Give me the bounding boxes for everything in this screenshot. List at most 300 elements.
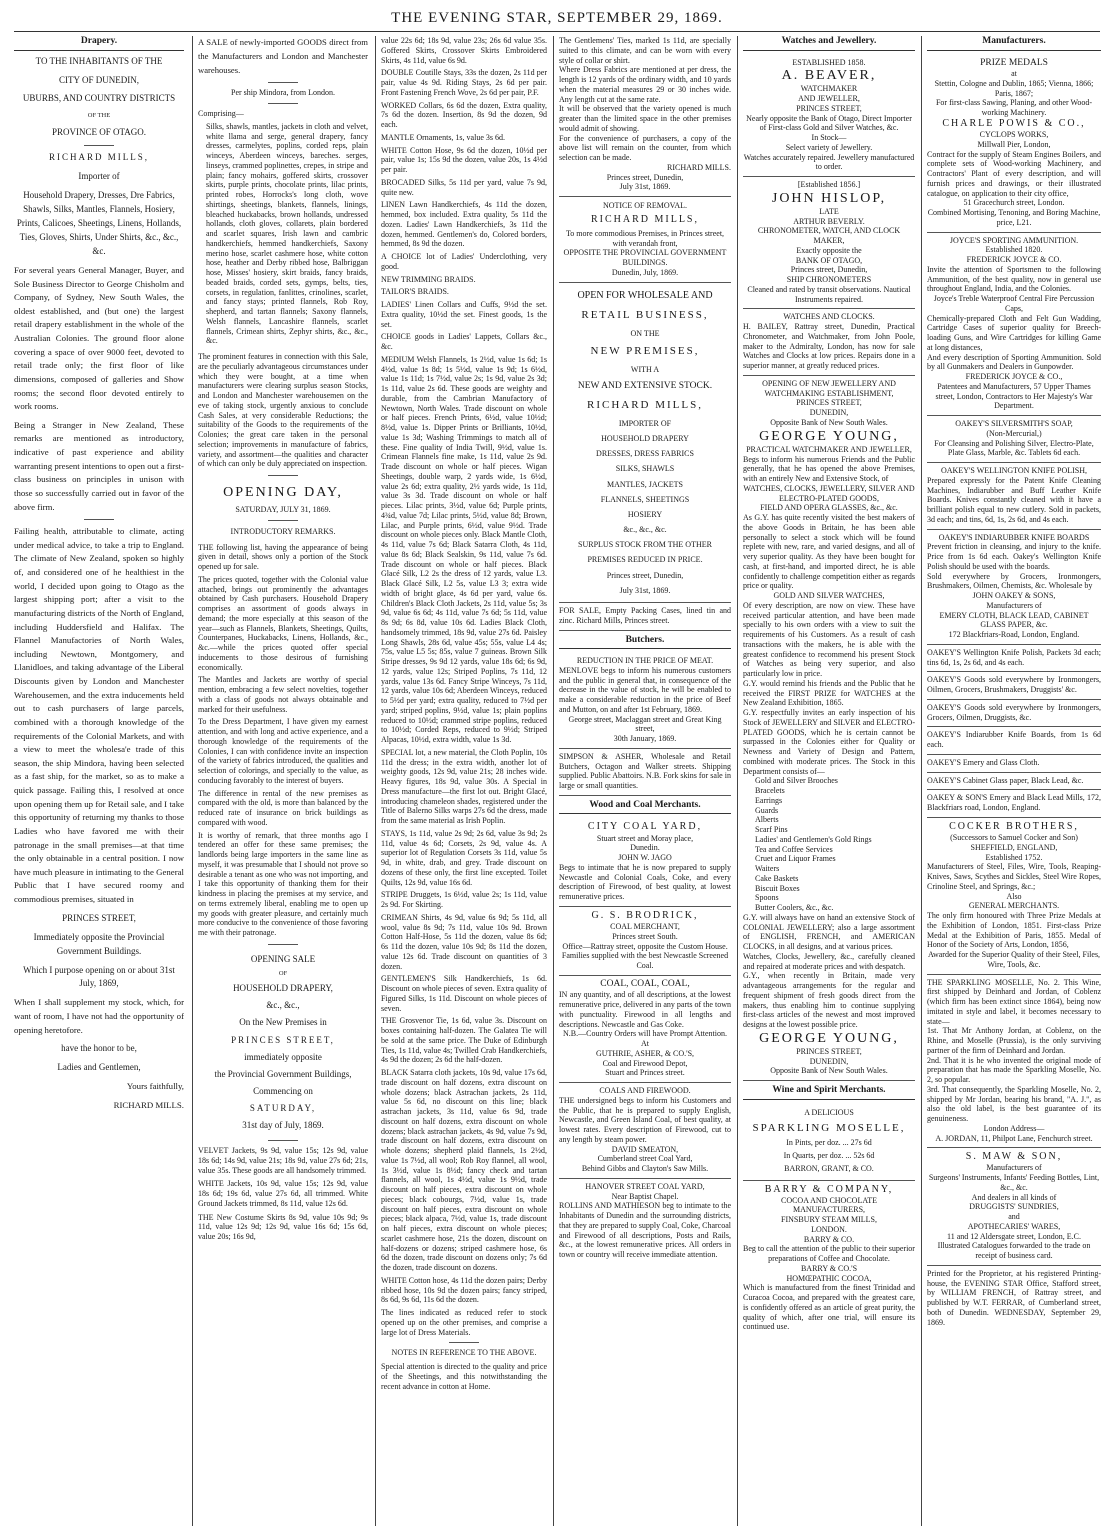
line: At	[641, 1039, 649, 1049]
line: ON THE	[630, 328, 660, 338]
list-item: Spoons	[755, 893, 779, 903]
line: Office—Rattray street, opposite the Custom House.	[562, 941, 728, 951]
powis-ad	[927, 55, 1101, 233]
paragraph: And every description of Sporting Ammunition. Sold by all Gunmakers and Dealers in Gunpowder.	[927, 352, 1101, 372]
item: NEW TRIMMING BRAIDS.	[381, 274, 476, 284]
line: SURPLUS STOCK FROM THE OTHER PREMISES REDUCED IN PRICE.	[578, 540, 712, 565]
advertiser-name: JOHN HISLOP,	[771, 190, 887, 206]
line: Awarded for the Superior Quality of their Steel, Files, Wire, Tools, &c.	[927, 950, 1101, 969]
line: Princes street South.	[612, 931, 678, 941]
advertiser-name: BARRY & COMPANY,	[764, 1183, 894, 1195]
removal-heading: NOTICE OF REMOVAL.	[559, 196, 731, 211]
address-line: CITY OF DUNEDIN,	[59, 74, 139, 85]
column-divider	[737, 36, 738, 1526]
line: MANTLES, JACKETS	[606, 479, 683, 489]
item: Special attention is directed to the quality and price of the Sheetings, and this notwithstanding the recent advance in cotton at Home.	[381, 1362, 547, 1391]
oakey-small-ad: OAKEY'S Emery and Glass Cloth.	[927, 755, 1101, 773]
line: Established 1820.	[985, 245, 1043, 255]
line: (Successors to Samuel Cocker and Son)	[950, 833, 1078, 843]
opposite-line: Immediately opposite the Provincial Government Buildings.	[33, 931, 165, 956]
price-line: In Pints, per doz. ... 27s 6d	[786, 1138, 872, 1148]
line: COAL MERCHANT,	[610, 922, 680, 932]
line: Patentees and Manufacturers, 57 Upper Thames street, London, Contractors to Her Majesty's War Department.	[935, 381, 1093, 411]
line: July 31st, 1869.	[619, 585, 671, 595]
address-line: UBURBS, AND COUNTRY DISTRICTS	[22, 93, 176, 104]
oakey-small-ad: OAKEY'S Cabinet Glass paper, Black Lead, &c.	[927, 773, 1101, 791]
paragraph: The Mantles and Jackets are worthy of special mention, embracing a few select novelties, together with a class of goods not always obtainable and marked for their usefulness.	[198, 675, 368, 714]
paragraph: Of every description, are now on view. These have received particular attention, and have been made specially to his own orders with a view to suit the requirements of his Customers. As a result of cash transactions with the makers, he is able with the greatest confidence to recommend his present Stock of Watches as being very superior, and also particularly low in price.	[743, 600, 915, 679]
paragraph: ROLLINS AND MATHIESON beg to intimate to the Inhabitants of Dunedin and the surrounding districts, that they are prepared to supply Coal, Coke, Charcoal and Firewood of all descriptions, Posts and Rails, &c., at the lowest remunerative prices. All orders in town or country will receive immediate attention.	[559, 1201, 731, 1260]
address-line: OF THE	[87, 112, 111, 120]
paragraph: The Gentlemens' Ties, marked 1s 11d, are specially suited to this climate, and can be worn with every style of collar or shirt.	[559, 36, 731, 65]
line: and	[1008, 1212, 1020, 1222]
removal-notice	[559, 192, 731, 283]
line: Nearly opposite the Bank of Otago, Direct Importer of First-class Gold and Silver Watches, &c.	[746, 113, 912, 133]
line: Dunedin.	[630, 843, 660, 853]
smeaton-ad	[559, 1083, 731, 1179]
line: Stuart and Princes street.	[605, 1068, 685, 1078]
line: at	[1011, 69, 1017, 79]
list-item: Bracelets	[755, 786, 785, 796]
paragraph: THE following list, having the appearance of being given in detail, shows only a portion of the Stock opened up for sale.	[198, 542, 368, 572]
line: AND JEWELLER,	[798, 94, 860, 104]
column-divider	[553, 36, 554, 1526]
city-coal-yard-ad	[559, 818, 731, 906]
column-3	[381, 36, 547, 1526]
signature: RICHARD MILLS.	[666, 162, 731, 172]
column-divider	[921, 36, 922, 1526]
line: Illustrated Catalogues forwarded to the trade on receipt of business card.	[937, 1241, 1091, 1261]
paragraph: The prices quoted, together with the Colonial value attached, brings out prominently the advantages obtained by Cash purchasers. Household Drapery comprises an assortment of goods always in demand; the more especially at this season of the year—such as Flannels, Blankets, Sheetings, Quilts, Counterpanes, Huckabacks, Linens, Hollands, &c., &c.—while the prices quoted offer special inducements to those desirous of furnishing economically.	[198, 574, 368, 672]
line: Coal and Firewood Depot,	[602, 1058, 688, 1068]
line: FINSBURY STEAM MILLS,	[781, 1215, 877, 1225]
line: GOLD AND SILVER WATCHES,	[773, 591, 885, 601]
headline: OAKEY'S INDIARUBBER KNIFE BOARDS	[938, 532, 1090, 542]
printer-imprint: Printed for the Proprietor, at his registered Printing-house, the EVENING STAR Office, Stafford street, by WILLIAM FRENCH, of Rattray street, and published by W.T. FERRAR, of Cumberland street, both of Dunedin. WEDNESDAY, September 29, 1869.	[927, 1268, 1101, 1327]
line: HOMŒPATHIC COCOA,	[786, 1273, 872, 1283]
paragraph: Prepared expressly for the Patent Knife Cleaning Machines, Indiarubber and Buff Leather Knife Boards. Knives constantly cleaned with it have a brilliant polish equal to new cutlery. Sold in packets, 3d each; and tins, 6d, 1s, 2s 6d, and 4s each.	[927, 475, 1101, 524]
paragraph: The difference in rental of the new premises as compared with the old, is more than balanced by the reduced rate of insurance on brick buildings as compared with wood.	[198, 788, 368, 827]
closing-line: Yours faithfully,	[126, 1081, 184, 1092]
comprising-label: Comprising—	[198, 109, 244, 118]
column-4	[559, 36, 731, 1526]
jordan-moselle-ad	[927, 975, 1101, 1149]
headline: COAL, COAL, COAL,	[600, 978, 690, 989]
line: 11 and 12 Aldersgate street, London, E.C.	[947, 1231, 1081, 1241]
barry-ad	[743, 1181, 915, 1333]
paragraph: Watches, Clocks, Jewellery, &c., carefully cleaned and repaired at moderate prices and with despatch.	[743, 951, 915, 971]
item: WHITE Cotton hose, 4s 11d the dozen pairs; Derby ribbed hose, 10s 9d the dozen pairs; fancy striped, 8s 6d, 9s 6d, 11s 6d the dozen.	[381, 1275, 547, 1305]
line: FLANNELS, SHEETINGS	[600, 494, 690, 504]
goods-list: Household Drapery, Dresses, Dre Fabrics, Shawls, Silks, Mantles, Flannels, Hosiery, Prints, Calicoes, Sheetings, Linens, Hollands, Ties, Gloves, Shirts, Under Shirts, &c., &c., &c.	[16, 190, 182, 257]
os-line: OF	[278, 969, 288, 977]
paragraph: When I shall supplement my stock, which, for want of room, I have not had the opportunity of opening heretofore.	[14, 997, 184, 1035]
line: Stuart street and Moray place,	[596, 833, 694, 843]
line: Cleaned and rated by transit observations. Nautical Instruments repaired.	[747, 284, 911, 304]
line: FREDERICK JOYCE & CO.	[966, 255, 1062, 265]
oakey-knife-boards-ad	[927, 530, 1101, 645]
list-item: Scarf Pins	[755, 825, 788, 835]
list-item: Earrings	[755, 795, 783, 805]
list-item: Cruet and Liquor Frames	[755, 854, 836, 864]
bailey-ad	[743, 309, 915, 376]
line: 172 Blackfriars-Road, London, England.	[948, 630, 1080, 640]
guthrie-asher-ad	[559, 976, 731, 1083]
line: HOUSEHOLD DRAPERY	[601, 433, 689, 443]
item: TAILOR'S BRAIDS.	[381, 287, 449, 297]
oakey-soap-ad	[927, 416, 1101, 463]
item: GENTLEMEN'S Silk Handkerchiefs, 1s 6d. Discount on whole pieces of seven. Extra quality of Figured Silks, 1s 11d. Discount on whole pieces of seven.	[381, 974, 547, 1013]
line: WATCHMAKER	[800, 84, 858, 94]
street-name: PRINCES STREET,	[62, 912, 136, 923]
list-item: Butter Coolers, &c., &c.	[755, 903, 834, 913]
address: Princes street, Dunedin,	[606, 172, 684, 182]
short-rule	[268, 82, 298, 83]
opening-date: SATURDAY, JULY 31, 1869.	[235, 505, 331, 515]
headline: OAKEY'S SILVERSMITH'S SOAP,	[955, 419, 1073, 429]
short-rule	[268, 944, 298, 945]
paragraph: For the convenience of purchasers, a copy of the above list will remain on the counter, from which selection can be made.	[559, 133, 731, 162]
advertiser-name: A. BEAVER,	[781, 68, 877, 84]
line: Stettin, Cologne and Dublin, 1865; Vienna, 1866; Paris, 1867;	[934, 78, 1094, 98]
item: The lines indicated as reduced refer to stock opened up on the other premises, and comprise a large lot of Dress Materials.	[381, 1308, 547, 1337]
line: WATCHES, CLOCKS, JEWELLERY, SILVER AND ELECTRO-PLATED GOODS,	[743, 483, 915, 503]
line: N.B.—Country Orders will have Prompt Attention.	[563, 1029, 727, 1039]
price-line: In Quarts, per doz. ... 52s 6d	[783, 1150, 875, 1160]
line: A DELICIOUS	[804, 1107, 854, 1117]
headline: CITY COAL YARD,	[587, 821, 703, 833]
list-item: Gold and Silver Brooches	[755, 776, 838, 786]
paragraph: 1st. That Mr Anthony Jordan, at Coblenz, on the Rhine, and Moselle (Prussia), is the only surviving partner of the firm of Deinhard and Jordan.	[927, 1026, 1101, 1055]
advertiser-name: RICHARD MILLS,	[586, 398, 703, 411]
section-heading-manufacturers: Manufacturers.	[927, 36, 1101, 51]
line: Families supplied with the best Newcastle Screened Coal.	[561, 951, 729, 971]
paragraph: Failing health, attributable to climate, acting under medical advice, to take a trip to England. The climate of New Zealand, spoken so highly of, and considered one of he healthiest in the world, I decided upon going to Otago as the largest shipping port; after a visit to the manufacturing districts of the North of England, including Huddersfield and Halifax. The Flannel Manufactories of North Wales, including Newtown, Montgomery, and Llanidloes, and taking advantage of the Liberal Discounts given by London and Manchester Warehousemen, and the extra inducements held out to cash purchasers of large parcels, combined with a thorough knowledge of the requirements of the Colonial Markets, and with a view to meet the wholesa'e trade of this season, the ship Mindora, having been selected as a fast ship, for the market, so as to make a quick passage. Failing this, I resolved at once upon opening them up for Retail sale, and I take this opportunity of returning my thanks to those Ladies who have favored me with their patronage in the small premises—at that time the only obtainable in a central position. I now have much pleasure in intimating to the General Public that I have secured roomy and commodious premises, situated in	[14, 526, 184, 905]
paragraph: Contract for the supply of Steam Engines Boilers, and complete sets of Wood-working Machinery, and Contractors' Plant of every description, and will furnish prices and drawings, or their illustrated catalogue, on application to their city office,	[927, 149, 1101, 198]
paragraph: Sold everywhere by Grocers, Ironmongers, Brushmakers, Oilmen, Chemists, &c. Wholesale by	[927, 571, 1101, 591]
headline: NEW AND EXTENSIVE STOCK.	[577, 380, 713, 391]
oakey-small-ad: OAKEY'S Goods sold everywhere by Ironmongers, Oilmen, Grocers, Brushmakers, Druggists' &c.	[927, 672, 1101, 700]
headline: OPEN FOR WHOLESALE AND	[577, 289, 713, 301]
opening-day-heading: OPENING DAY,	[223, 485, 343, 500]
line: Behind Gibbs and Clayton's Saw Mills.	[581, 1164, 709, 1174]
advertiser-name: GEORGE YOUNG,	[759, 1030, 899, 1046]
opening-sale-block	[198, 951, 368, 1134]
line: SHEFFIELD, ENGLAND,	[970, 842, 1058, 852]
line: Select variety of Jewellery.	[785, 142, 873, 152]
oakey-small-ad: OAKEY & SON'S Emery and Black Lead Mills, 172, Blackfriars road, London, England.	[927, 790, 1101, 818]
column-5	[743, 36, 915, 1526]
oakey-small-ad: OAKEY'S Indiarubber Knife Boards, from 1s 6d each.	[927, 727, 1101, 755]
list-item: Tea and Coffee Services	[755, 844, 833, 854]
top-rule	[14, 31, 1100, 32]
line: APOTHECARIES' WARES,	[967, 1221, 1061, 1231]
advertiser-name: S. MAW & SON,	[965, 1151, 1063, 1163]
line: JOHN OAKEY & SONS,	[972, 591, 1056, 601]
line: CYCLOPS WORKS,	[979, 130, 1049, 140]
line: IMPORTER OF	[618, 418, 672, 428]
section-heading-drapery: Drapery.	[14, 36, 184, 51]
sale-intro: A SALE of newly-imported GOODS direct from the Manufacturers and London and Manchester warehouses.	[198, 37, 368, 75]
os-line: PRINCES STREET,	[231, 1034, 335, 1045]
list-item: Ladies' and Gentlemen's Gold Rings	[755, 834, 872, 844]
line: DRUGGISTS' SUNDRIES,	[969, 1202, 1059, 1212]
item: A CHOICE lot of Ladies' Underclothing, very good.	[381, 252, 547, 271]
item: BROCADED Silks, 5s 11d per yard, value 7s 9d, quite new.	[381, 177, 547, 197]
column-divider	[192, 36, 193, 1526]
paragraph: 3rd. That consequently, the Sparkling Moselle, No. 2, shipped by Mr Jordan, bearing his brand, "A. J.", as also the old label, is the best guarantee of its genuineness.	[927, 1084, 1101, 1124]
headline: RETAIL BUSINESS,	[581, 308, 709, 321]
os-line: the Provincial Government Buildings,	[214, 1068, 352, 1079]
line: GENERAL MERCHANTS.	[968, 901, 1060, 911]
paragraph: It is worthy of remark, that three months ago I tendered an offer for these same premises; the landlords being large importers in the same line as myself, it was presumable that I should not prove so desirable a tenant as one who was not importing, and I take this opportunity of thanking them for their kindness in placing the premises at my service, and on terms extremely liberal, enabling me to open up my goods with greater pleasure, and certainly much more conducive to the convenience of those favoring me with their patronage.	[198, 830, 368, 938]
maw-ad	[927, 1148, 1101, 1266]
line: Watches accurately repaired. Jewellery manufactured to order.	[743, 152, 915, 172]
paragraph: G.Y. respectfully invites an early inspection of his Stock of JEWELLERY and SILVER and ELECTRO-PLATED GOODS, which he is certain cannot be surpassed in the Colonies either for Quality or Newness and Variety of Design and Pattern, combined with moderate prices. The Stock in this Department consists of—	[743, 708, 915, 776]
line: CHRONOMETER, WATCH, AND CLOCK MAKER,	[757, 226, 901, 246]
line: BARRY & CO.	[803, 1234, 855, 1244]
oakey-small-ad: OAKEY'S Goods sold everywhere by Ironmongers, Grocers, Oilmen, Druggists, &c.	[927, 700, 1101, 728]
paragraph: IN any quantity, and of all descriptions, at the lowest remunerative price, delivered in any parts of the town with punctuality. Firewood in all lengths and descriptions. Newcastle and Gas Coke.	[559, 990, 731, 1029]
paragraph: Prevent friction in cleansing, and injury to the knife. Price from 1s 6d each. Oakey's Wellington Knife Polish should be used with the boards.	[927, 542, 1101, 571]
short-rule	[268, 475, 298, 476]
simpson-asher-ad: SIMPSON & ASHER, Wholesale and Retail Butchers, Octagon and Walker streets. Shipping supplied. Public Abattoirs. N.B. Fork skins for sale in large or small quantities.	[559, 749, 731, 796]
paragraph: G.Y. would remind his friends and the Public that he received the FIRST PRIZE for WATCHES at the New Zealand Exhibition, 1865.	[743, 678, 915, 708]
item: DOUBLE Coutille Stays, 33s the dozen, 2s 11d per pair, value 4s 9d. Riding Stays, 2s 6d per pair. Front Fastening French Wove, 2s 6d per pair, P.F.	[381, 68, 547, 97]
line: DRESSES, DRESS FABRICS	[596, 449, 694, 459]
line: For first-class Sawing, Planing, and other Wood-working Machinery.	[935, 98, 1093, 118]
line: 51 Gracechurch street, London.	[963, 198, 1065, 208]
paragraph: It will be observed that the variety opened is much greater than the limited space in the other premises would admit of showing.	[559, 104, 731, 133]
paragraph: The only firm honoured with Three Prize Medals at the Exhibition of London, 1851. First-class Prize Medal at the Exhibition of Paris, 1855. Medal of Honor of the Society of Arts, London, 1856,	[927, 911, 1101, 950]
os-line: HOUSEHOLD DRAPERY,	[233, 983, 333, 994]
headline: PRIZE MEDALS	[980, 57, 1048, 68]
line: (Non-Mercurial,)	[986, 428, 1042, 438]
date: July 31st, 1869.	[619, 182, 671, 192]
line: BANK OF OTAGO,	[795, 255, 863, 265]
line: Established 1752.	[985, 852, 1043, 862]
item: BLACK Satarra cloth jackets, 10s 9d, value 17s 6d, trade discount on half dozens, extra discount on whole dozens; black Astrachan jackets, 2s 11d, value 5s 6d, no discount on this line; black astrachan jackets, 3s 11d, value 6s 9d, trade discount on half dozens, extra discount on whole dozens; black astrachan jackets, 4s 9d, value 7s 9d, trade discount on half dozens, extra discount on whole dozens; shepherd plaid flannels, 1s 2½d, value 1s 7½d, all wool; Rob Roy flannel, all wool, 1s 3½d, value 1s 8½d; fancy check and tartan flannels, all wool, 1s 4½d, value 1s 9½d, trade discount on half pieces, extra discount on whole pieces; black cobourgs, 7½d, value 1s, trade discount on half pieces, extra discount on whole pieces; black alpaca, 7½d, value 1s, trade discount on half pieces, extra discount on whole pieces; scarlet cashmere hose, 21s the dozen, discount on half-dozens or dozens; striped cashmere hose, 6s 6d the dozen, trade discount on dozens only; 7s 6d the dozen, trade discount on dozens.	[381, 1068, 547, 1272]
paragraph: To the Dress Department, I have given my earnest attention, and with long and active experience, and a thorough knowledge of the requirements of the Colonies, I can with confidence invite an inspection of the variety of fabrics introduced, the qualities and selection of colorings, and specially to the value, as conducing favorably to the interest of buyers.	[198, 717, 368, 785]
headline: OPENING OF NEW JEWELLERY AND WATCHMAKING ESTABLISHMENT,	[762, 378, 896, 398]
section-heading-wine: Wine and Spirit Merchants.	[743, 1085, 915, 1100]
item-velvet-jackets: VELVET Jackets, 9s 9d, value 15s; 12s 9d, value 18s 6d; 14s 9d, value 21s; 18s 9d, value 27s 6d; 21s, value 35s. These goods are all handsomely trimmed.	[198, 1146, 368, 1175]
line: Combined Mortising, Tenoning, and Boring Machine, price, L21.	[927, 208, 1101, 227]
line: DUNEDIN,	[809, 1056, 849, 1066]
line: Princes street, Dunedin,	[790, 265, 868, 275]
closing-line: Ladies and Gentlemen,	[57, 1062, 141, 1073]
line: BARRON, GRANT, & CO.	[784, 1163, 874, 1173]
item: value 22s 6d; 18s 9d, value 23s; 26s 6d value 35s. Goffered Skirts, Crossover Skirts Embroidered Skirts, 4s 11d, value 6s 9d.	[381, 36, 547, 65]
oakey-small-ad: OAKEY'S Wellington Knife Polish, Packets 3d each; tins 6d, 1s, 2s 6d, and 4s each.	[927, 645, 1101, 673]
hislop-ad	[743, 177, 915, 309]
purpose-line: Which I purpose opening on or about 31st July, 1869,	[23, 964, 175, 989]
os-line: &c., &c.,	[266, 1000, 300, 1011]
os-line: Commencing on	[253, 1085, 313, 1096]
masthead: THE EVENING STAR, SEPTEMBER 29, 1869.	[391, 10, 723, 26]
line: George street, Maclaggan street and Great King street,	[568, 714, 722, 734]
paragraph: MENLOVE begs to inform his numerous customers and the public in general that, in consequence of the decrease in the value of stock, he will be enabled to make a considerable reduction in the price of Beef and Mutton, on and after 1st February, 1869.	[559, 665, 731, 714]
short-rule	[268, 520, 298, 521]
os-line: OPENING SALE	[250, 953, 316, 964]
line: ARTHUR BEVERLY.	[793, 216, 865, 226]
closing-line: have the honor to be,	[61, 1043, 137, 1054]
stock-list: Silks, shawls, mantles, jackets in cloth and velvet, white llama and serge, general drapery, fancy dresses, carmelytes, poplins, corded reps, plain winceys, Aberdeen winceys, bareches. serges, linseys, crammed poplinettes, crepes, in stripe and plain; fancy mohairs, goffered skirts, crossover skirts, purple prints, chocolate prints, lilac prints, printed robes, Horrocks's long cloth, wove shirtings, sheetings, blankets, flannels, linings, bleached huckabacks, brown hollands, undressed hollands, cloth gloves, collarets, plain bordered and scarlet squares, Irish lawn and cambric handkerchiefs, hemmed handkerchiefs, Saxony merino hose, scarlet cashmere hose, white cotton hose, heather and Derby ribbed hose, Balbriggan hose, Misses' hosiery, skirt braids, fancy braids, beaded braids, corded sets, gymps, belts, ties, corsets, in regulation, fanlittes, crinolines, scarlet, and fancy stays; printed flannels, Rob Roy, shepherd, and tartan flannels; Saxony flannels, Welsh flannels, Lancashire flannels, scarlet flannels, Crimean shirts, Zephyr shirts, &c., &c., &c.	[206, 121, 368, 346]
item: MEDIUM Welsh Flannels, 1s 2½d, value 1s 6d; 1s 4½d, value 1s 8d; 1s 5½d, value 1s 9d; 1s 6½d, value 1s 11d; 1s 7½d, value 2s; 1s 9d, value 2s 3d; 1s 11d, value 2s 6d. These goods are weighty and durable, from the Cambrian Manufactory of Newtown, North Wales. Trade discount on whole or half pieces. French Prints, 6½d, value 10½d; 8½d, value 1s. Dipper Prints or Brilliants, 10½d, value 1s 3d; Washing Trimmings to match all of these. Fine quality of India Twill, 9½d, value 1s. Crimean Flannels fine make, 1s 11d, value 2s 9d. Trade discount on whole or half pieces. Wigan Sheetings, double warp, 2 yards wide, 1s 6½d, value 2s 6d; extra quality, 2½ yards wide, 1s 11d, value 3s 3d. Trade discount on whole or half pieces. Lilac prints, 3½d, value 6d; Purple prints, 4¾d, value 7d; Lilac prints, 5½d, value 8d; Brown, Lilac, and Purple prints, 6½d, value 9½d. Trade discount on whole pieces only. Black Mantle Cloth, 4s 11d, value 7s 6d; Black Satarra Cloth, 4s 11d, value 8s 6d; Black Sealskin, 9s 11d, value 7s 6d. Trade discount on whole or half pieces. Black Glacé Silk, L2 2s the dress of 12 yards, value L3. Black Glacé Silk, L2 5s, value L3 3; extra wide width of bright glace, 4s 6d per yard, value 6s. Children's Black Cloth Jackets, 2s 11d, value 5s; 3s 9d, value 6s 6d; 4s 11d, value 7s 6d; 5s 11d, value 8s 9d; 6s 8d, value 10s 6d. Ladies Black Cloth, handsomely trimmed, 18s 9d, value 27s 6d. Paisley Long Shawls, 28s 6d, value 45s; 55s, value L4 4s; 75s, value L5 5s; 85s, value 7 guineas. Brown Silk Stripe dresses, 9s 9d 12 yards, value 18s 6d; 6s 9d, 12 yards, value 12s; Striped Poplins, 7s 11d, 12 yards, value 13s 6d. Fancy Stripe Winceys, 7s 11d, 12 yards, value 10s 6d; Aberdeen Winceys, reduced to 5½d per yard; extra quality, reduced to 7½d per yard; striped poplins, 9½d, value 1s; plain poplins reduced to 10½d; crammed stripe poplins, reduced to 10½d; Corded Reps, reduced to 9½d; Striped Alpacas, 10½d, extra width, value 1s 3d.	[381, 354, 547, 744]
short-rule	[84, 519, 114, 520]
line: &c., &c., &c.	[623, 525, 667, 535]
column-1	[14, 36, 184, 1526]
line: LONDON.	[811, 1224, 847, 1234]
line: SHIP CHRONOMETERS	[786, 275, 872, 285]
short-rule	[449, 1342, 479, 1343]
address-line: TO THE INHABITANTS OF THE	[35, 55, 163, 66]
list-item: Guards	[755, 805, 779, 815]
line: Cumberland street Coal Yard,	[597, 1154, 693, 1164]
paragraph: Manufacturers of Steel, Files, Wire, Tools, Reaping-Knives, Saws, Scythes and Sickles, Steel Wire Ropes, Crinoline Steel, and Springs, &c.;	[927, 862, 1101, 891]
item: STRIPE Druggets, 1s 6½d, value 2s; 1s 11d, value 2s 9d. For Skirting.	[381, 890, 547, 909]
paragraph: THE undersigned begs to inform his Customers and the Public, that he is prepared to supply English, Newcastle, and Green Island Coal, of best quality, at lowest rates. Every description of Firewood, cut to any length by steam power.	[559, 1095, 731, 1144]
paragraph: To more commodious Premises, in Princes street, with verandah front,	[565, 228, 725, 248]
line: BARRY & CO.'S	[800, 1263, 858, 1273]
line: Joyce's Treble Waterproof Central Fire Percussion Caps,	[933, 294, 1095, 313]
item-white-jackets: WHITE Jackets, 10s 9d, value 15s; 12s 9d, value 18s 6d; 19s 6d, value 27s 6d, all trimmed. White Ground Jackets trimmed, 8s 11d, value 12s 6d.	[198, 1179, 368, 1208]
advertiser-name: RICHARD MILLS,	[590, 213, 699, 225]
notes-heading: NOTES IN REFERENCE TO THE ABOVE.	[391, 1348, 537, 1358]
advertiser-name: COCKER BROTHERS,	[949, 820, 1079, 832]
item: STAYS, 1s 11d, value 2s 9d; 2s 6d, value 3s 9d; 2s 11d, value 4s 6d; Corsets, 2s 9d, value 4s. A superior lot of Regulation Corsets 3s 11d, value 5s 9d, in white, drab, and grey. Trade discount on dozens of these only, the first line excepted. Toilet Quilts, 12s 9d, value 16s 6d.	[381, 828, 547, 887]
line: Also	[1006, 891, 1022, 901]
short-rule	[268, 103, 298, 104]
packing-cases-ad: FOR SALE, Empty Packing Cases, lined tin and zinc. Richard Mills, Princes street.	[559, 603, 731, 631]
line: Princes street, Dunedin,	[606, 570, 684, 580]
stock-items	[743, 776, 915, 913]
column-2	[198, 36, 368, 1526]
item-costume-skirts: THE New Costume Skirts 8s 9d, value 10s 9d; 9s 11d, value 12s 9d; 12s 9d, value 16s 6d; 15s 6d, value 20s; 16s 9d,	[198, 1212, 368, 1242]
line: LATE	[819, 206, 839, 216]
open-notice	[559, 283, 731, 603]
line: GUTHRIE, ASHER, & CO.'S,	[595, 1048, 695, 1058]
headline: JOYCE'S SPORTING AMMUNITION.	[949, 235, 1079, 245]
headline: OAKEY'S WELLINGTON KNIFE POLISH,	[940, 466, 1088, 476]
item: CRIMEAN Shirts, 4s 9d, value 6s 9d; 5s 11d, all wool, value 8s 9d; 7s 11d, value 10s 9d. Brown Cotton Half-Hose, 5s 11d the dozen, value 8s 6d; 6s 11d the dozen, value 10s 9d; 8s 11d the dozen, value 12s 6d. Trade discount on quantities of 3 dozen.	[381, 912, 547, 971]
line: ESTABLISHED 1858.	[792, 57, 866, 67]
paragraph: Being a Stranger in New Zealand, These remarks are mentioned as introductory, indicative of past experience and ability warranting present intentions to open out a first-class business on principles in unison with those so successfully carried out in favor of the above firm.	[14, 419, 184, 512]
line: London Address—	[983, 1123, 1045, 1133]
intro-heading: INTRODUCTORY REMARKS.	[230, 526, 336, 536]
signature: RICHARD MILLS.	[113, 1099, 184, 1110]
line: In Stock—	[811, 133, 847, 143]
short-rule	[268, 1140, 298, 1141]
paragraph: THE SPARKLING MOSELLE, No. 2. This Wine, first shipped by Deinhard and Jordan, of Coblenz (which firm has been extinct since 1864), being now imitated in style and label, it becomes necessary to state—	[927, 977, 1101, 1026]
line: Opposite Bank of New South Wales.	[770, 1066, 888, 1076]
os-line: immediately opposite	[244, 1051, 322, 1062]
beaver-ad	[743, 55, 915, 178]
paragraph: G.Y., when recently in Britain, made very advantageous arrangements for the regular and frequent shipment of fresh goods direct from the makers, thus enabling him to continue supplying first-class articles of the newest and most improved designs at the lowest possible price.	[743, 971, 915, 1030]
paragraph: For several years General Manager, Buyer, and Sole Business Director to George Chisholm and Company, of Sydney, New South Wales, the oldest established, and (but one) the largest retail drapery establishment in the whole of the Australian Colonies. The ground floor alone covering a space of over 9000 feet, devoted to retail trade only; the first floor of like dimensions, composed of galleries and Show rooms; the second floor devoted entirely to work rooms.	[14, 264, 184, 412]
paragraph: Begs to inform his numerous Friends and the Public generally, that he has opened the above Premises, with an entirely New and Extensive Stock, of	[743, 454, 915, 484]
hanover-coal-yard-ad	[559, 1179, 731, 1260]
menlove-ad	[559, 653, 731, 749]
line: PRINCES STREET,	[796, 1046, 862, 1056]
list-item: Cake Baskets	[755, 873, 799, 883]
list-item: Waiters	[755, 864, 780, 874]
cocker-ad	[927, 818, 1101, 975]
paragraph: Where Dress Fabrics are mentioned at per dress, the length is 12 yards of the ordinary width, and 10 yards when the material measures 29 or 30 inches wide. Any length cut at the same rate.	[559, 65, 731, 104]
item: THE Grosvenor Tie, 1s 6d, value 3s. Discount on boxes containing half-dozen. The Galatea Tie will be sold at the same price. The Duke of Edinburgh Ties, 1s 11d, value 4s; Twilled Crab Handkerchiefs, 4s 9d the dozen; 2s 6d the half-dozen.	[381, 1016, 547, 1065]
section-heading-butchers: Butchers.	[559, 635, 731, 650]
list-item: Biscuit Boxes	[755, 883, 800, 893]
os-line: SATURDAY,	[249, 1102, 317, 1113]
opposite-line: OPPOSITE THE PROVINCIAL GOVERNMENT BUILDINGS.	[563, 248, 727, 268]
importer-label: Importer of	[78, 171, 120, 182]
line: Beg to call the attention of the public to their superior preparations of Coffee and Chocolate.	[743, 1244, 915, 1264]
column-6	[927, 36, 1101, 1526]
line: 30th January, 1869.	[613, 734, 677, 744]
item: LINEN Lawn Handkerchiefs, 4s 11d the dozen, hemmed, box included. Extra quality, 5s 11d the dozen. Ladies' Lawn Handkerchiefs, 3s 11d the dozen, hemmed. Gentlemen's do, Colored borders, hemmed, 8s 9d the dozen.	[381, 200, 547, 249]
line: EMERY CLOTH, BLACK LEAD, CABINET GLASS PAPER, &c.	[939, 610, 1089, 630]
advertiser-name: CHARLE POWIS & CO.,	[942, 117, 1086, 129]
line: PRACTICAL WATCHMAKER AND JEWELLER,	[746, 444, 912, 454]
line: SILKS, SHAWLS	[615, 464, 675, 474]
line: FIELD AND OPERA GLASSES, &c., &c.	[760, 503, 898, 513]
line: MANUFACTURERS,	[792, 1205, 866, 1215]
paragraph: Invite the attention of Sportsmen to the following Ammunition, of the best quality, now in general use throughout England, India, and the Colonies.	[927, 264, 1101, 294]
list-item: Alberts	[755, 815, 779, 825]
line: JOHN W. JAGO	[618, 853, 672, 863]
joyce-ad	[927, 233, 1101, 417]
ship-line: Per ship Mindora, from London.	[231, 88, 335, 98]
headline: SPARKLING MOSELLE,	[752, 1121, 906, 1134]
section-heading-wood-coal: Wood and Coal Merchants.	[559, 800, 731, 815]
paragraph: G.Y. will always have on hand an extensive Stock of COLONIAL JEWELLERY; also a large assortment of ENGLISH, FRENCH, and AMERICAN CLOCKS, in all designs, and at various prices.	[743, 912, 915, 952]
headline: HANOVER STREET COAL YARD,	[585, 1181, 705, 1191]
moselle-ad	[743, 1104, 915, 1181]
line: WITH A	[630, 364, 660, 374]
item: CHOICE goods in Ladies' Lappets, Collars &c., &c.	[381, 332, 547, 351]
item: WHITE Cotton Hose, 9s 6d the dozen, 10½d per pair, value 1s; 15s 9d the dozen, value 20s, 1s 4½d per pair.	[381, 145, 547, 174]
paragraph: Begs to intimate that he is now prepared to supply Newcastle and Colonial Coals, Coke, and every description of Firewood, of best quality, at lowest remunerative prices.	[559, 862, 731, 902]
headline: G. S. BRODRICK,	[591, 909, 699, 921]
date: Dunedin, July, 1869.	[611, 267, 679, 277]
line: Near Baptist Chapel.	[611, 1191, 679, 1201]
address-line: PROVINCE OF OTAGO.	[51, 127, 147, 138]
brodrick-ad	[559, 907, 731, 976]
advertiser-name: GEORGE YOUNG,	[759, 428, 899, 444]
line: PRINCES STREET,	[796, 103, 862, 113]
headline: NEW PREMISES,	[590, 344, 700, 357]
paragraph: Chemically-prepared Cloth and Felt Gun Wadding, Cartridge Cases of superior quality for Breech-loading Guns, and Wire Cartridges for killing Game at long distances,	[927, 313, 1101, 352]
headline: COALS AND FIREWOOD.	[599, 1086, 691, 1096]
line: Manufacturers of	[986, 1163, 1042, 1173]
oakey-knife-polish-ad	[927, 463, 1101, 530]
line: FREDERICK JOYCE & CO.,	[965, 372, 1063, 382]
line: [Established 1856.]	[797, 180, 861, 190]
line: COCOA AND CHOCOLATE	[780, 1195, 877, 1205]
line: For Cleansing and Polishing Silver, Electro-Plate, Plate Glass, Marble, &c. Tablets 6d each.	[934, 438, 1094, 458]
paragraph: As G.Y. has quite recently visited the best makers of the above Goods in Britain, he has been able personally to select a stock which will be found replete with new, rare, and varied designs, and all of very superior quality. As they have been bought for cash, at first-hand, and imported direct, he is able confidently to challenge competition either as regards price or quality.	[743, 513, 915, 591]
paragraph: 2nd. That it is he who invented the original mode of preparation that has made the Sparkling Moselle, No. 2, so popular.	[927, 1055, 1101, 1085]
item: MANTLE Ornaments, 1s, value 3s 6d.	[381, 132, 505, 142]
headline: WATCHES AND CLOCKS.	[783, 312, 875, 322]
paragraph: H. BAILEY, Rattray street, Dunedin, Practical Chronometer, and Watchmaker, from John Poole, maker to the Admiralty, London, has now for sale Watches and Clocks at low prices. Repairs done in a superior manner, at greatly reduced prices.	[743, 322, 915, 371]
line: And dealers in all kinds of	[971, 1192, 1057, 1202]
item: LADIES' Linen Collars and Cuffs, 9½d the set. Extra quality, 10½d the set. Finest goods, 1s the set.	[381, 300, 547, 329]
line: DUNEDIN,	[809, 408, 849, 418]
line: Millwall Pier, London,	[977, 139, 1051, 149]
paragraph: The prominent features in connection with this Sale, are the peculiarly advantageous circumstances under which they were bought, at a time when manufacturers were clearing surplus season Stocks, and London and Manchester warehousemen on the eve of taking stock, urgently anxious to conclude Cash Sales, at very considerable Reductions; the suitability of the Goods to the requirements of the Colonies; the great care taken in the personal selection; improvements in manufacture of fabrics, variety, and assortment—the qualities and character of which can only be duly appreciated on inspection.	[198, 352, 368, 469]
line: A. JORDAN, 11, Philpot Lane, Fenchurch street.	[935, 1133, 1093, 1143]
